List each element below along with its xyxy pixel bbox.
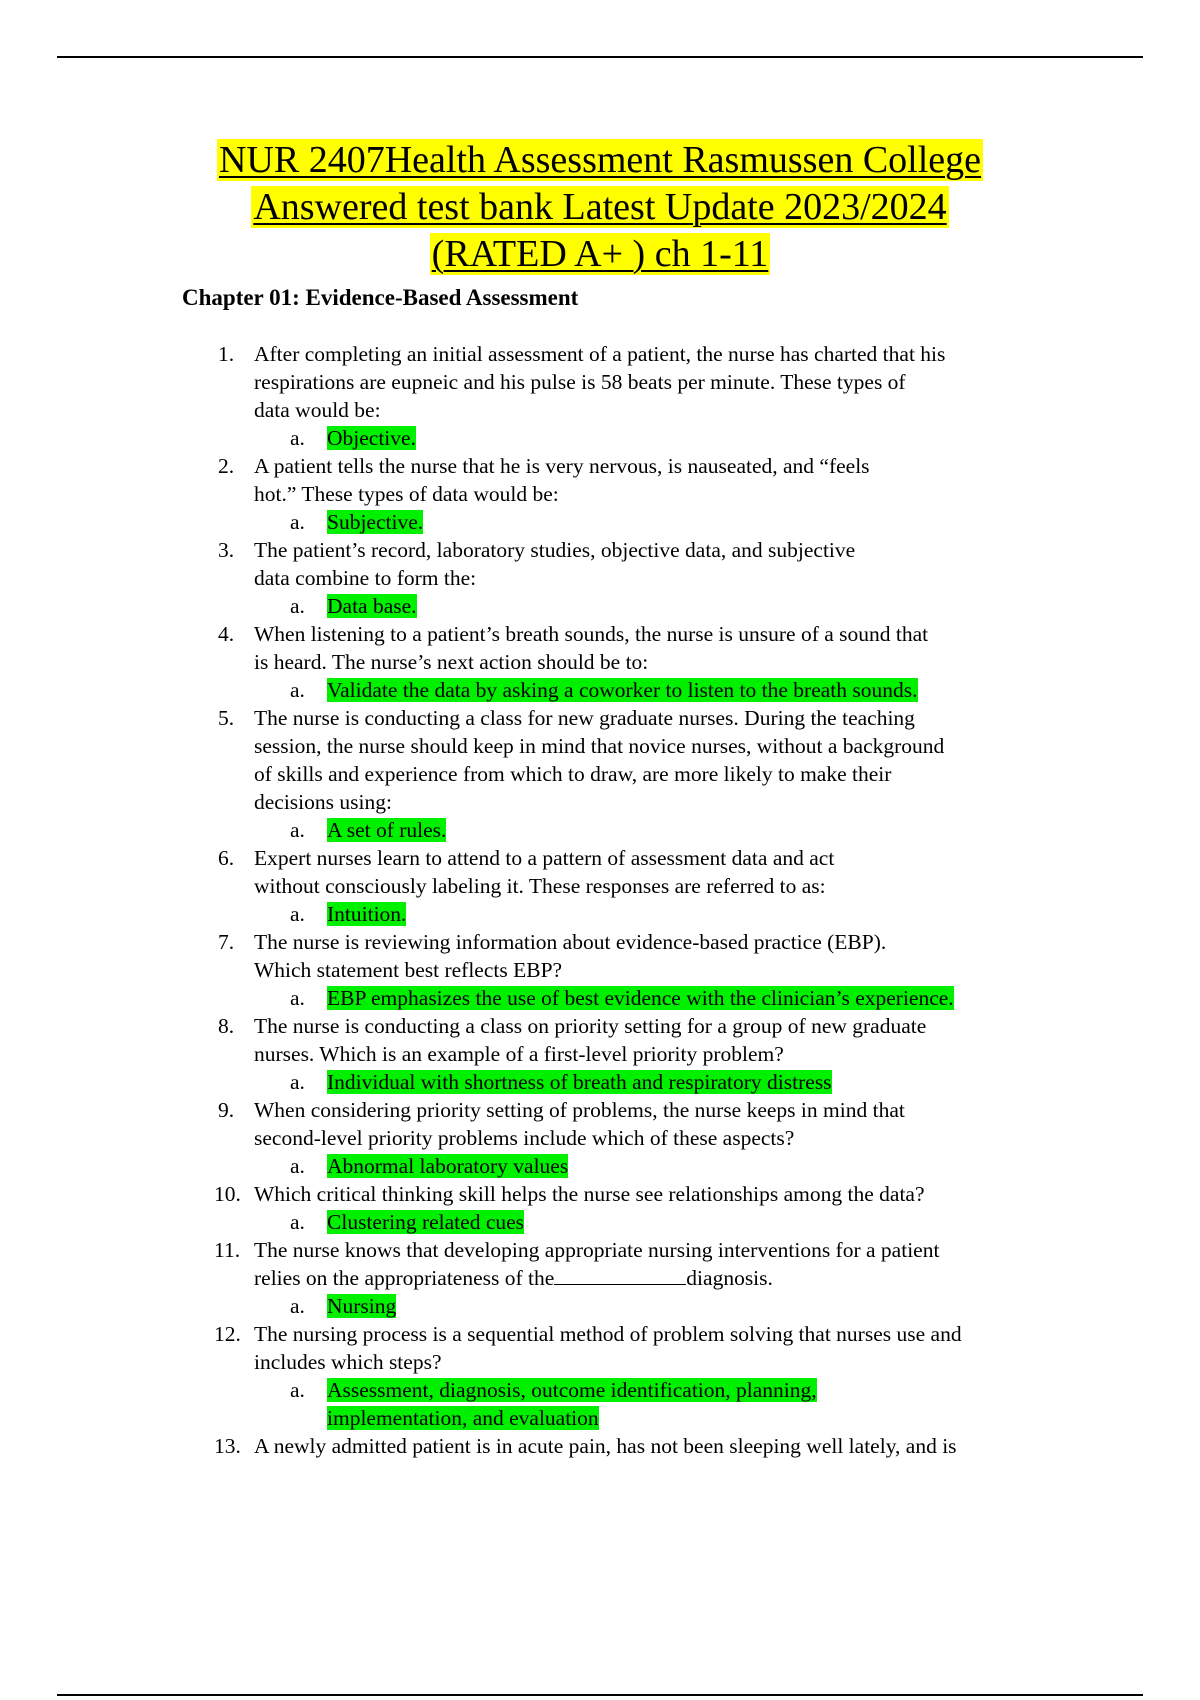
- answer-text: Subjective.: [327, 510, 424, 534]
- answer-letter: a.: [290, 426, 305, 450]
- chapter-heading: Chapter 01: Evidence-Based Assessment: [182, 285, 579, 310]
- answer-letter: a.: [290, 902, 305, 926]
- question-number: 6.: [218, 846, 235, 870]
- question-text: [254, 1236, 1054, 1292]
- question-10: [214, 1180, 1054, 1208]
- answer-letter: a.: [290, 594, 305, 618]
- title-line-2: Answered test bank Latest Update 2023/2024: [253, 186, 947, 228]
- question-text-after-blank: diagnosis.: [686, 1266, 773, 1290]
- answer-letter: a.: [290, 678, 305, 702]
- answer-7: [214, 984, 1054, 1012]
- answer-text: Data base.: [327, 594, 417, 618]
- question-text-before-blank: The nurse knows that developing appropriate nursing interventions for a patient relies on the appropriateness of the: [254, 1238, 940, 1290]
- answer-text: Clustering related cues: [327, 1210, 525, 1234]
- bottom-rule: [57, 1694, 1143, 1696]
- answer-9: [214, 1152, 1054, 1180]
- question-number: 2.: [218, 454, 235, 478]
- title-line-3: (RATED A+ ) ch 1-11: [431, 233, 769, 275]
- question-number: 3.: [218, 538, 235, 562]
- question-text: The nursing process is a sequential method of problem solving that nurses use and includes which steps?: [254, 1322, 962, 1374]
- question-text: The nurse is conducting a class for new graduate nurses. During the teaching session, the nurse should keep in mind that novice nurses, without a background of skills and experience from which to draw, are more likely to make their decisions using:: [254, 706, 945, 814]
- question-number: 9.: [218, 1098, 235, 1122]
- question-6: [214, 844, 1054, 900]
- fill-in-blank: [554, 1266, 686, 1285]
- question-text: When listening to a patient’s breath sounds, the nurse is unsure of a sound that is heard. The nurse’s next action should be to:: [254, 622, 929, 674]
- question-text: The nurse is reviewing information about evidence-based practice (EBP). Which statement best reflects EBP?: [254, 930, 887, 982]
- question-text: The patient’s record, laboratory studies, objective data, and subjective data combine to form the:: [254, 538, 856, 590]
- answer-letter: a.: [290, 1378, 305, 1402]
- document-title: [0, 137, 1200, 278]
- answer-text-line-2: implementation, and evaluation: [327, 1406, 599, 1430]
- answer-text: Validate the data by asking a coworker to listen to the breath sounds.: [327, 678, 918, 702]
- answer-11: [214, 1292, 1054, 1320]
- answer-8: [214, 1068, 1054, 1096]
- answer-text: Objective.: [327, 426, 416, 450]
- question-13: [214, 1432, 1054, 1460]
- question-2: [214, 452, 1054, 508]
- question-number: 11.: [214, 1238, 241, 1262]
- question-7: [214, 928, 1054, 984]
- title-line-1: NUR 2407Health Assessment Rasmussen College: [218, 139, 982, 181]
- answer-letter: a.: [290, 1154, 305, 1178]
- question-text: Expert nurses learn to attend to a pattern of assessment data and act without consciously labeling it. These responses are referred to as:: [254, 846, 835, 898]
- answer-letter: a.: [290, 1294, 305, 1318]
- question-4: [214, 620, 1054, 676]
- answer-letter: a.: [290, 1210, 305, 1234]
- answer-letter: a.: [290, 818, 305, 842]
- answer-letter: a.: [290, 1070, 305, 1094]
- answer-text: EBP emphasizes the use of best evidence with the clinician’s experience.: [327, 986, 954, 1010]
- question-1: [214, 340, 1054, 424]
- question-11: [214, 1236, 1054, 1292]
- answer-text: Abnormal laboratory values: [327, 1154, 569, 1178]
- answer-text: A set of rules.: [327, 818, 447, 842]
- question-9: [214, 1096, 1054, 1152]
- answer-6: [214, 900, 1054, 928]
- question-12: [214, 1320, 1054, 1376]
- question-text: A newly admitted patient is in acute pain, has not been sleeping well lately, and is: [254, 1434, 957, 1458]
- question-text: A patient tells the nurse that he is very nervous, is nauseated, and “feels hot.” These types of data would be:: [254, 454, 870, 506]
- question-text: When considering priority setting of problems, the nurse keeps in mind that second-level priority problems include which of these aspects?: [254, 1098, 905, 1150]
- question-number: 4.: [218, 622, 235, 646]
- answer-text-line-1: Assessment, diagnosis, outcome identification, planning,: [327, 1378, 817, 1402]
- question-3: [214, 536, 1054, 592]
- top-rule: [57, 56, 1143, 58]
- answer-text: Nursing: [327, 1294, 397, 1318]
- answer-3: [214, 592, 1054, 620]
- question-text: Which critical thinking skill helps the nurse see relationships among the data?: [254, 1182, 925, 1206]
- question-number: 7.: [218, 930, 235, 954]
- question-text: After completing an initial assessment of a patient, the nurse has charted that his respirations are eupneic and his pulse is 58 beats per minute. These types of data would be:: [254, 342, 946, 422]
- question-text: The nurse is conducting a class on priority setting for a group of new graduate nurses. Which is an example of a first-level priority problem?: [254, 1014, 927, 1066]
- question-list: [214, 340, 1054, 1460]
- answer-letter: a.: [290, 986, 305, 1010]
- answer-10: [214, 1208, 1054, 1236]
- answer-5: [214, 816, 1054, 844]
- question-8: [214, 1012, 1054, 1068]
- answer-12: [214, 1376, 1054, 1432]
- question-number: 1.: [218, 342, 235, 366]
- question-number: 8.: [218, 1014, 235, 1038]
- answer-text: Individual with shortness of breath and respiratory distress: [327, 1070, 832, 1094]
- question-5: [214, 704, 1054, 816]
- question-number: 13.: [214, 1434, 241, 1458]
- answer-text: Intuition.: [327, 902, 407, 926]
- question-number: 12.: [214, 1322, 241, 1346]
- answer-2: [214, 508, 1054, 536]
- answer-letter: a.: [290, 510, 305, 534]
- question-number: 5.: [218, 706, 235, 730]
- answer-1: [214, 424, 1054, 452]
- question-number: 10.: [214, 1182, 241, 1206]
- answer-4: [214, 676, 1054, 704]
